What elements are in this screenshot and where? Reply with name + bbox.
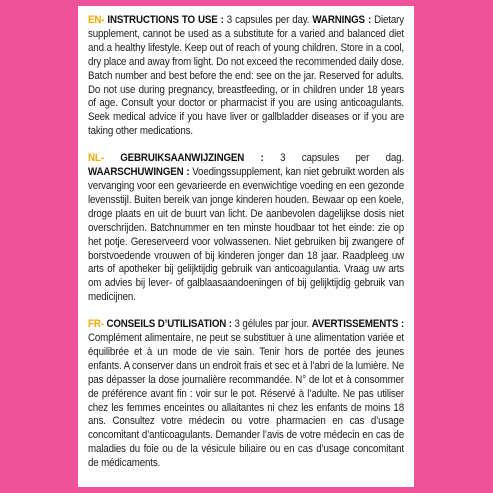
section-nl xyxy=(88,152,404,305)
warnings-heading-en: WARNINGS : xyxy=(312,14,372,26)
lang-code-en: EN- xyxy=(88,14,105,26)
label-panel xyxy=(78,6,414,487)
instructions-heading-nl: GEBRUIKSAANWIJZINGEN : xyxy=(120,152,264,165)
instructions-heading-fr: CONSEILS D’UTILISATION : xyxy=(106,318,232,331)
instructions-text-en: 3 capsules per day. xyxy=(226,14,310,26)
instructions-text-fr: 3 gélules par jour. xyxy=(234,318,309,331)
warnings-heading-fr: AVERTISSEMENTS : xyxy=(311,318,405,331)
warnings-text-fr: Complément alimentaire, ne peut se substituer à une alimentation variée et équilibrée et à un mode de vie sain. Tenir hors de portée des jeunes enfants. A conserver dans un endroit frais et sec et à l’abri de la lumière. Ne pas dépasser la dose journalière recommandée. N° de lot et à consommer de préférence avant fin : voir sur le pot. Réservé à l’adulte. Ne pas utiliser chez les femmes enceintes ou allaitantes ni chez les enfants de moins 18 ans. Consultez votre médecin ou votre pharmacien en cas d’usage concomitant d’anticoagulants. Demander l’avis de votre médecin en cas de maladies du foie ou de la vésicule biliaire ou en cas d’usage concomitant de médicaments. xyxy=(88,332,405,470)
warnings-heading-nl: WAARSCHUWINGEN : xyxy=(88,166,190,179)
warnings-text-nl: Voedingssupplement, kan niet gebruikt worden als vervanging voor een gevarieerde en evenwichtige voeding en een gezonde levensstijl. Buiten bereik van jonge kinderen houden. Bewaar op een koele, droge plaats en uit de buurt van licht. De aanbevolen dagelijkse dosis niet overschrijden. Batchnummer en ten minste houdbaar tot het einde: zie op het potje. Gereserveerd voor volwassenen. Niet gebruiken bij zwangere of borstvoedende vrouwen of bij kinderen jonger dan 18 jaar. Raadpleeg uw arts of apotheker bij gelijktijdig gebruik van anticoagulantia. Vraag uw arts om advies bij lever- of galblaasaandoeningen of bij gelijktijdig gebruik van medicijnen. xyxy=(88,166,405,304)
instructions-text-nl: 3 capsules per dag. xyxy=(280,152,405,165)
section-en xyxy=(88,14,404,139)
lang-code-fr: FR- xyxy=(88,318,104,331)
lang-code-nl: NL- xyxy=(88,152,104,165)
instructions-heading-en: INSTRUCTIONS TO USE : xyxy=(107,14,224,26)
section-fr xyxy=(88,318,404,471)
warnings-text-en: Dietary supplement, cannot be used as a substitute for a varied and balanced diet and a healthy lifestyle. Keep out of reach of young children. Store in a cool, dry place and away from light. Do not exceed the recommended daily dose. Batch number and best before the end: see on the jar. Reserved for adults. Do not use during pregnancy, breastfeeding, or in children under 18 years of age. Consult your doctor or pharmacist if you are using anticoagulants. Seek medical advice if you have liver or gallbladder diseases or if you are taking other medications. xyxy=(88,14,405,138)
